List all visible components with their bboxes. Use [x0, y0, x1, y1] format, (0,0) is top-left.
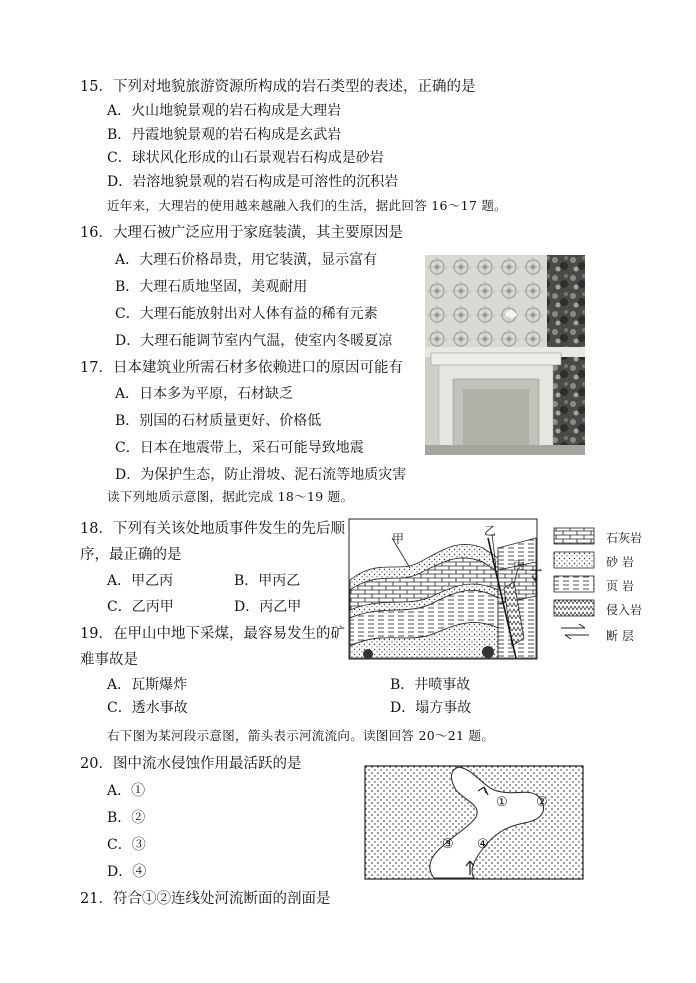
q15-stem: 15．下列对地貌旅游资源所构成的岩石类型的表述，正确的是	[80, 79, 476, 95]
q15-option-d: D．岩溶地貌景观的岩石构成是可溶性的沉积岩	[107, 174, 399, 190]
q19-option-c: C．透水事故	[107, 700, 188, 716]
q15-option-a: A．火山地貌景观的岩石构成是大理岩	[107, 103, 342, 119]
q19-option-d: D．塌方事故	[390, 700, 472, 716]
q17-option-d: D．为保护生态，防止滑坡、泥石流等地质灾害	[115, 467, 407, 483]
note-18-19: 读下列地质示意图，据此完成 18～19 题。	[107, 489, 354, 504]
limestone-swatch	[554, 528, 594, 544]
q20-option-c: C．③	[107, 837, 146, 853]
marker-1: ①	[496, 795, 508, 810]
q17-option-a: A．日本多为平原，石材缺乏	[115, 386, 294, 402]
marker-3: ③	[442, 837, 454, 852]
q21-stem: 21．符合①②连线处河流断面的剖面是	[80, 891, 331, 907]
q16-option-a: A．大理石价格昂贵，用它装潢，显示富有	[115, 252, 378, 268]
q17-option-b: B．别国的石材质量更好、价格低	[115, 413, 322, 429]
q19-stem-line1: 19．在甲山中地下采煤，最容易发生的矿	[80, 626, 345, 642]
q20-stem: 20．图中流水侵蚀作用最活跃的是	[80, 756, 302, 772]
q20-option-d: D．④	[107, 864, 147, 880]
legend-shale: 页 岩	[606, 579, 634, 593]
note-16-17: 近年来，大理岩的使用越来越融入我们的生活，据此回答 16～17 题。	[107, 198, 507, 213]
intrusive-swatch	[554, 600, 594, 616]
label-jia: 甲	[392, 532, 405, 546]
q18-option-a: A．甲乙丙	[107, 573, 174, 589]
legend-intrusive: 侵入岩	[606, 603, 643, 617]
shale-swatch	[554, 576, 594, 592]
q19-option-a: A．瓦斯爆炸	[107, 677, 188, 693]
q18-stem-line1: 18．下列有关该处地质事件发生的先后顺	[80, 521, 345, 537]
marker-2: ②	[536, 795, 548, 810]
q16-option-c: C．大理石能放射出对人体有益的稀有元素	[115, 306, 378, 322]
legend-limestone: 石灰岩	[606, 531, 643, 545]
label-bing: 丙	[513, 558, 526, 572]
q19-option-b: B．井喷事故	[390, 677, 471, 693]
q16-stem: 16．大理石被广泛应用于家庭装潢，其主要原因是	[80, 225, 403, 241]
q18-option-b: B．甲丙乙	[234, 573, 301, 589]
sandstone-swatch	[554, 552, 594, 568]
q17-option-c: C．日本在地震带上，采石可能导致地震	[115, 440, 364, 456]
label-ding: 丁	[530, 568, 543, 582]
legend-fault: 断 层	[606, 629, 634, 643]
q17-stem: 17．日本建筑业所需石材多依赖进口的原因可能有	[80, 360, 403, 376]
q15-option-b: B．丹霞地貌景观的岩石构成是玄武岩	[107, 127, 342, 143]
q15-option-c: C．球状风化形成的山石景观岩石构成是砂岩	[107, 150, 384, 166]
q18-stem-line2: 序，最正确的是	[80, 547, 182, 563]
q20-option-b: B．②	[107, 810, 146, 826]
geologic-cross-section	[348, 518, 538, 660]
marble-fireplace-photo	[425, 255, 585, 455]
fault-symbol	[561, 624, 589, 639]
marker-4: ④	[477, 837, 489, 852]
q20-option-a: A．①	[107, 783, 146, 799]
q16-option-b: B．大理石质地坚固，美观耐用	[115, 279, 308, 295]
legend-sandstone: 砂 岩	[606, 555, 634, 569]
q19-stem-line2: 难事故是	[80, 652, 138, 668]
river-section-diagram	[364, 765, 584, 880]
note-20-21: 右下图为某河段示意图，箭头表示河流流向。读图回答 20～21 题。	[107, 728, 495, 743]
rock-legend-swatches	[553, 527, 597, 647]
q18-option-c: C．乙丙甲	[107, 599, 174, 615]
label-yi: 乙	[484, 524, 497, 538]
q16-option-d: D．大理石能调节室内气温，使室内冬暖夏凉	[115, 333, 393, 349]
q18-option-d: D．丙乙甲	[234, 599, 302, 615]
